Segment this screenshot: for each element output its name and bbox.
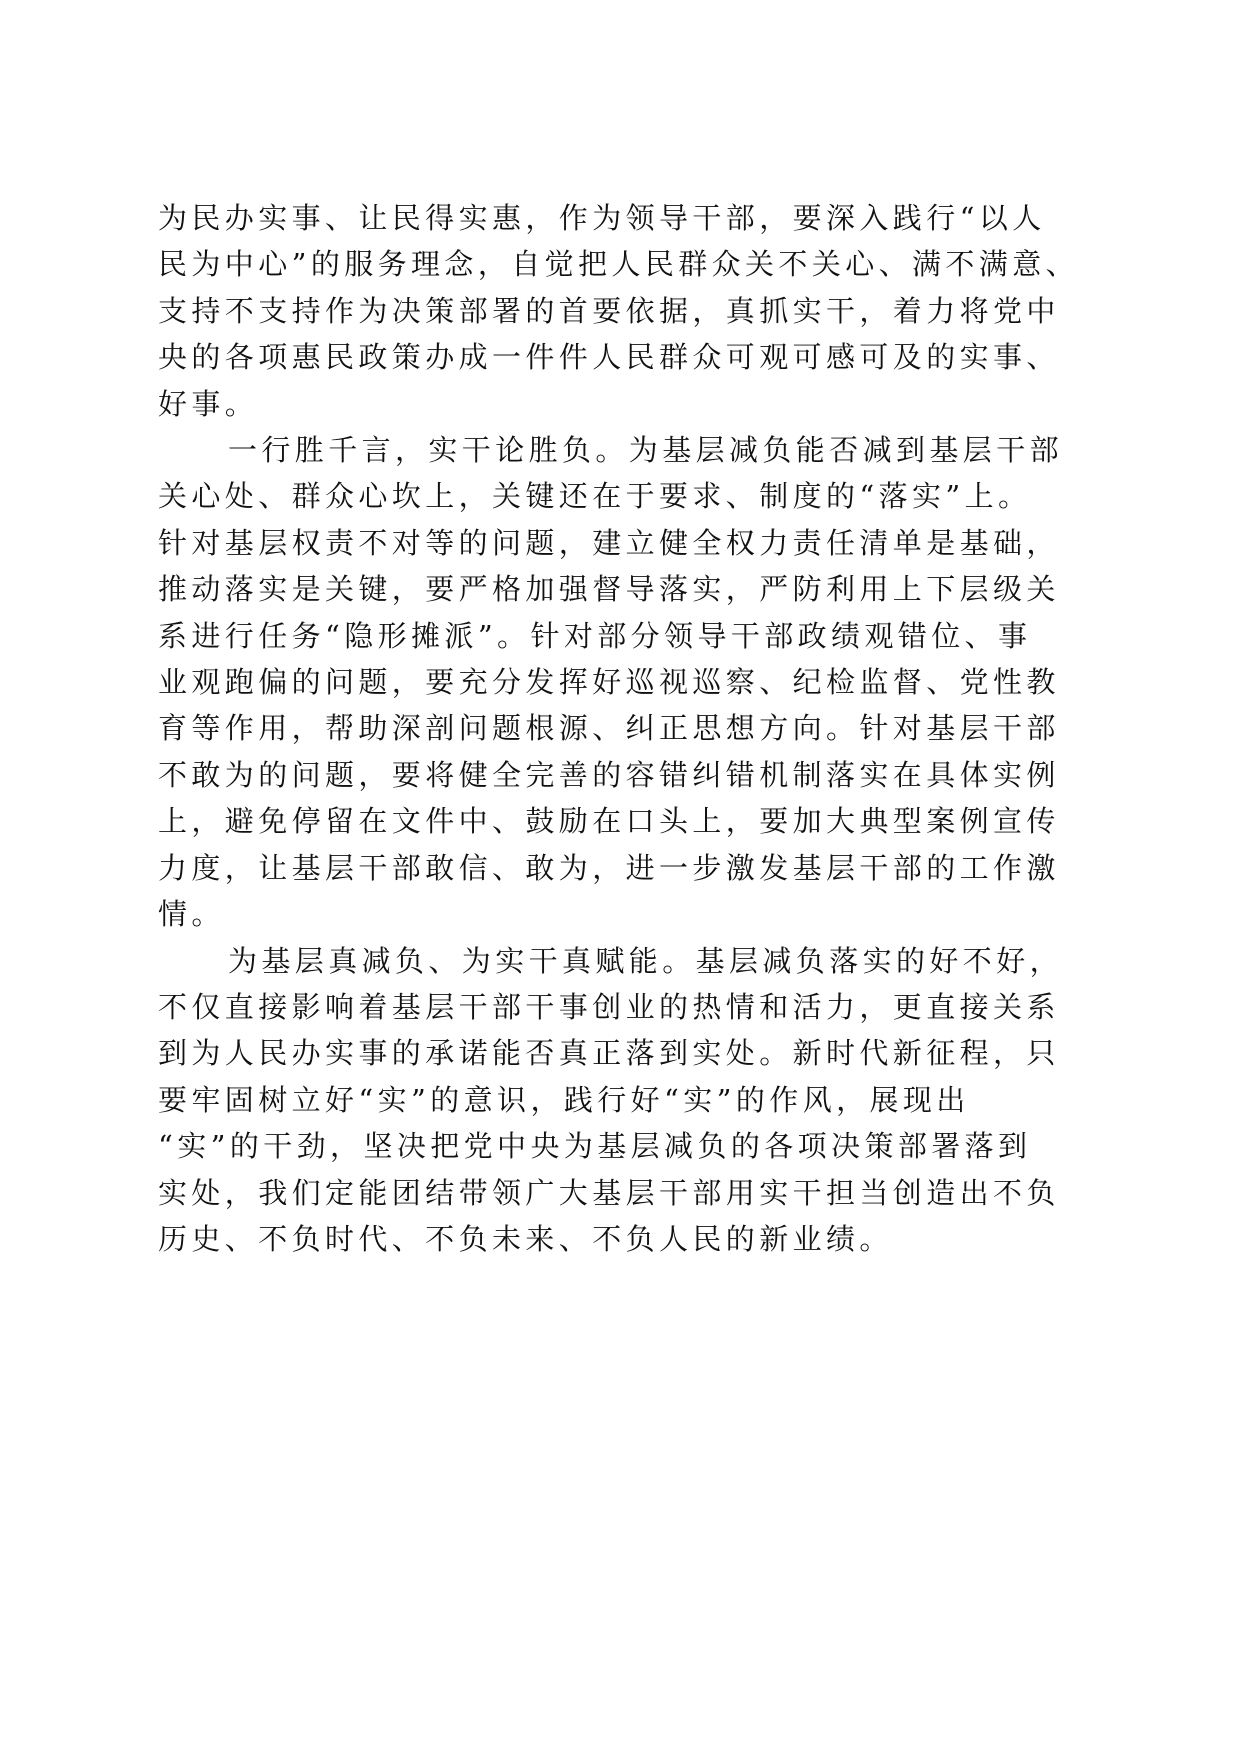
paragraph-line: 不仅直接影响着基层干部干事创业的热情和活力，更直接关系 (158, 989, 1060, 1024)
paragraph-line: 育等作用，帮助深剖问题根源、纠正思想方向。针对基层干部 (158, 711, 1060, 746)
paragraph-line: 一行胜千言，实干论胜负。为基层减负能否减到基层干部 (228, 433, 1064, 468)
paragraph-line: 好事。 (158, 386, 259, 421)
paragraph-line: 要牢固树立好“实”的意识，践行好“实”的作风，展现出 (158, 1082, 970, 1117)
paragraph-3 (158, 938, 1088, 1263)
paragraph-line: 上，避免停留在文件中、鼓励在口头上，要加大典型案例宣传 (158, 804, 1060, 839)
paragraph-line: 推动落实是关键，要严格加强督导落实，严防利用上下层级关 (158, 572, 1060, 607)
paragraph-line: 力度，让基层干部敢信、敢为，进一步激发基层干部的工作激 (158, 850, 1060, 885)
document-body (158, 195, 1088, 1262)
paragraph-line: 不敢为的问题，要将健全完善的容错纠错机制落实在具体实例 (158, 757, 1060, 792)
paragraph-line: 为民办实事、让民得实惠，作为领导干部，要深入践行“以人 (158, 201, 1046, 235)
paragraph-line: 实处，我们定能团结带领广大基层干部用实干担当创造出不负 (158, 1175, 1060, 1210)
paragraph-line: “实”的干劲，坚决把党中央为基层减负的各项决策部署落到 (158, 1129, 1032, 1164)
paragraph-line: 央的各项惠民政策办成一件件人民群众可观可感可及的实事、 (158, 340, 1060, 375)
paragraph-line: 为基层真减负、为实干真赋能。基层减负落实的好不好， (228, 943, 1064, 978)
paragraph-line: 到为人民办实事的承诺能否真正落到实处。新时代新征程，只 (158, 1036, 1060, 1071)
paragraph-line: 情。 (158, 897, 225, 932)
paragraph-line: 关心处、群众心坎上，关键还在于要求、制度的“落实”上。 (158, 479, 1032, 514)
paragraph-line: 针对基层权责不对等的问题，建立健全权力责任清单是基础， (158, 525, 1060, 560)
paragraph-2 (158, 427, 1088, 937)
paragraph-line: 支持不支持作为决策部署的首要依据，真抓实干，着力将党中 (158, 293, 1060, 328)
paragraph-line: 民为中心”的服务理念，自觉把人民群众关不关心、满不满意、 (158, 247, 1080, 282)
paragraph-line: 历史、不负时代、不负未来、不负人民的新业绩。 (158, 1221, 893, 1256)
paragraph-line: 业观跑偏的问题，要充分发挥好巡视巡察、纪检监督、党性教 (158, 665, 1060, 700)
paragraph-line: 系进行任务“隐形摊派”。针对部分领导干部政绩观错位、事 (158, 618, 1032, 653)
paragraph-1 (158, 195, 1088, 427)
